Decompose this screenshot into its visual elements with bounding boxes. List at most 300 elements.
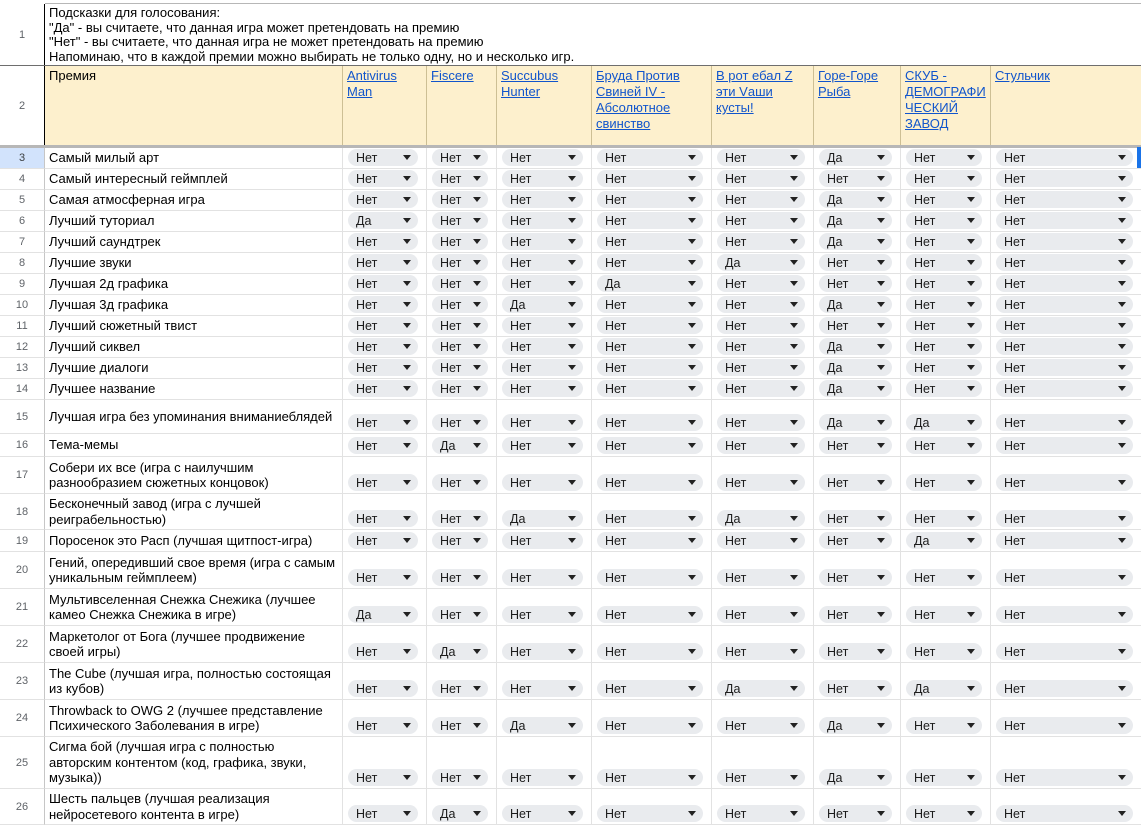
- vote-dropdown[interactable]: [906, 296, 982, 313]
- dropdown-arrow-icon: [688, 649, 696, 654]
- vote-cell: [991, 789, 1141, 825]
- vote-dropdown[interactable]: [906, 212, 982, 229]
- game-header-cell[interactable]: [343, 66, 427, 145]
- vote-dropdown[interactable]: [348, 212, 418, 229]
- dropdown-arrow-icon: [877, 686, 885, 691]
- vote-dropdown[interactable]: [432, 191, 488, 208]
- dropdown-arrow-icon: [403, 516, 411, 521]
- vote-dropdown[interactable]: [597, 254, 703, 271]
- award-cell[interactable]: [45, 552, 343, 589]
- vote-value: Нет: [605, 360, 627, 375]
- vote-dropdown[interactable]: [819, 414, 892, 431]
- vote-dropdown[interactable]: [996, 233, 1133, 250]
- vote-dropdown[interactable]: [432, 338, 488, 355]
- award-cell[interactable]: [45, 316, 343, 337]
- vote-dropdown[interactable]: [502, 680, 583, 697]
- vote-cell: [814, 457, 901, 494]
- vote-cell: [712, 663, 814, 700]
- vote-dropdown[interactable]: [717, 569, 805, 586]
- vote-dropdown[interactable]: [502, 474, 583, 491]
- vote-dropdown[interactable]: [996, 569, 1133, 586]
- vote-dropdown[interactable]: [906, 191, 982, 208]
- vote-dropdown[interactable]: [597, 359, 703, 376]
- row-number[interactable]: 19: [0, 530, 45, 552]
- row-number[interactable]: 6: [0, 211, 45, 232]
- vote-dropdown[interactable]: [502, 338, 583, 355]
- vote-dropdown[interactable]: [597, 437, 703, 454]
- vote-dropdown[interactable]: [996, 606, 1133, 623]
- vote-dropdown[interactable]: [906, 474, 982, 491]
- vote-dropdown[interactable]: [906, 769, 982, 786]
- row-number[interactable]: 12: [0, 337, 45, 358]
- award-cell[interactable]: [45, 337, 343, 358]
- vote-dropdown[interactable]: [996, 680, 1133, 697]
- dropdown-arrow-icon: [568, 686, 576, 691]
- row-number[interactable]: 20: [0, 552, 45, 589]
- vote-cell: [814, 232, 901, 253]
- row-number[interactable]: 8: [0, 253, 45, 274]
- row-number[interactable]: 18: [0, 494, 45, 530]
- vote-dropdown[interactable]: [906, 338, 982, 355]
- vote-dropdown[interactable]: [819, 212, 892, 229]
- vote-dropdown[interactable]: [597, 317, 703, 334]
- game-link[interactable]: Горе-Горе Рыба: [818, 68, 879, 99]
- dropdown-arrow-icon: [403, 686, 411, 691]
- voting-hints-cell[interactable]: [45, 4, 1141, 65]
- vote-value: Нет: [914, 150, 936, 165]
- vote-dropdown[interactable]: [597, 338, 703, 355]
- award-cell[interactable]: [45, 148, 343, 169]
- row-number[interactable]: 17: [0, 457, 45, 494]
- vote-dropdown[interactable]: [502, 233, 583, 250]
- game-link[interactable]: Fiscere: [431, 68, 474, 83]
- vote-dropdown[interactable]: [502, 606, 583, 623]
- vote-dropdown[interactable]: [348, 317, 418, 334]
- dropdown-arrow-icon: [790, 480, 798, 485]
- vote-dropdown[interactable]: [996, 805, 1133, 822]
- vote-dropdown[interactable]: [597, 717, 703, 734]
- vote-dropdown[interactable]: [502, 717, 583, 734]
- row-number[interactable]: 25: [0, 737, 45, 789]
- vote-dropdown[interactable]: [432, 296, 488, 313]
- vote-dropdown[interactable]: [906, 233, 982, 250]
- vote-dropdown[interactable]: [906, 254, 982, 271]
- row-number[interactable]: 11: [0, 316, 45, 337]
- vote-dropdown[interactable]: [432, 317, 488, 334]
- vote-dropdown[interactable]: [348, 149, 418, 166]
- vote-dropdown[interactable]: [502, 359, 583, 376]
- game-header-cell[interactable]: [497, 66, 592, 145]
- vote-cell: [901, 211, 991, 232]
- vote-dropdown[interactable]: [996, 532, 1133, 549]
- award-cell[interactable]: [45, 379, 343, 400]
- row-number[interactable]: 22: [0, 626, 45, 663]
- vote-dropdown[interactable]: [819, 338, 892, 355]
- vote-dropdown[interactable]: [432, 474, 488, 491]
- vote-dropdown[interactable]: [348, 680, 418, 697]
- vote-dropdown[interactable]: [348, 643, 418, 660]
- vote-dropdown[interactable]: [819, 769, 892, 786]
- vote-dropdown[interactable]: [996, 338, 1133, 355]
- award-label: Лучший саундтрек: [49, 234, 161, 250]
- vote-dropdown[interactable]: [432, 643, 488, 660]
- vote-dropdown[interactable]: [597, 606, 703, 623]
- vote-dropdown[interactable]: [996, 296, 1133, 313]
- vote-dropdown[interactable]: [502, 191, 583, 208]
- row-number[interactable]: 2: [0, 66, 45, 145]
- award-cell[interactable]: [45, 457, 343, 494]
- game-link[interactable]: СКУБ - ДЕМОГРАФИЧЕСКИЙ ЗАВОД: [905, 68, 986, 131]
- game-header-cell[interactable]: [991, 66, 1141, 145]
- vote-dropdown[interactable]: [348, 380, 418, 397]
- vote-dropdown[interactable]: [996, 359, 1133, 376]
- vote-dropdown[interactable]: [502, 643, 583, 660]
- award-cell[interactable]: [45, 169, 343, 190]
- vote-dropdown[interactable]: [906, 717, 982, 734]
- award-cell[interactable]: [45, 358, 343, 379]
- row-number[interactable]: 24: [0, 700, 45, 737]
- table-row: [0, 589, 1141, 626]
- vote-dropdown[interactable]: [348, 191, 418, 208]
- vote-dropdown[interactable]: [906, 510, 982, 527]
- vote-value: Да: [440, 644, 456, 659]
- vote-dropdown[interactable]: [597, 474, 703, 491]
- vote-dropdown[interactable]: [432, 437, 488, 454]
- vote-dropdown[interactable]: [597, 170, 703, 187]
- vote-dropdown[interactable]: [906, 414, 982, 431]
- vote-dropdown[interactable]: [819, 170, 892, 187]
- vote-dropdown[interactable]: [348, 805, 418, 822]
- row-number[interactable]: 10: [0, 295, 45, 316]
- row-number[interactable]: 9: [0, 274, 45, 295]
- vote-dropdown[interactable]: [996, 643, 1133, 660]
- vote-dropdown[interactable]: [597, 380, 703, 397]
- table-row: [0, 148, 1141, 169]
- vote-dropdown[interactable]: [819, 191, 892, 208]
- vote-dropdown[interactable]: [717, 149, 805, 166]
- award-column-header[interactable]: Премия: [45, 66, 343, 145]
- award-cell[interactable]: [45, 589, 343, 626]
- dropdown-arrow-icon: [967, 723, 975, 728]
- vote-dropdown[interactable]: [597, 643, 703, 660]
- vote-dropdown[interactable]: [717, 437, 805, 454]
- vote-dropdown[interactable]: [819, 296, 892, 313]
- vote-dropdown[interactable]: [819, 359, 892, 376]
- vote-dropdown[interactable]: [717, 474, 805, 491]
- vote-value: Нет: [440, 276, 462, 291]
- vote-dropdown[interactable]: [348, 437, 418, 454]
- vote-value: Нет: [356, 297, 378, 312]
- vote-dropdown[interactable]: [502, 149, 583, 166]
- vote-dropdown[interactable]: [819, 569, 892, 586]
- award-cell[interactable]: [45, 190, 343, 211]
- vote-value: Нет: [605, 533, 627, 548]
- vote-cell: [814, 789, 901, 825]
- vote-dropdown[interactable]: [717, 380, 805, 397]
- award-cell[interactable]: [45, 400, 343, 434]
- vote-dropdown[interactable]: [717, 338, 805, 355]
- vote-dropdown[interactable]: [906, 317, 982, 334]
- vote-dropdown[interactable]: [717, 275, 805, 292]
- award-cell[interactable]: [45, 494, 343, 530]
- row-number[interactable]: 7: [0, 232, 45, 253]
- row-number[interactable]: 1: [0, 4, 45, 65]
- vote-dropdown[interactable]: [502, 437, 583, 454]
- award-cell[interactable]: [45, 737, 343, 789]
- vote-dropdown[interactable]: [597, 191, 703, 208]
- row-number[interactable]: 4: [0, 169, 45, 190]
- vote-dropdown[interactable]: [348, 606, 418, 623]
- game-header-cell[interactable]: [901, 66, 991, 145]
- vote-dropdown[interactable]: [996, 254, 1133, 271]
- vote-dropdown[interactable]: [432, 380, 488, 397]
- award-cell[interactable]: [45, 274, 343, 295]
- vote-dropdown[interactable]: [717, 643, 805, 660]
- vote-dropdown[interactable]: [819, 317, 892, 334]
- vote-dropdown[interactable]: [906, 275, 982, 292]
- vote-dropdown[interactable]: [597, 296, 703, 313]
- vote-dropdown[interactable]: [717, 170, 805, 187]
- vote-dropdown[interactable]: [597, 414, 703, 431]
- row-number[interactable]: 16: [0, 434, 45, 457]
- award-cell[interactable]: [45, 253, 343, 274]
- vote-value: Да: [356, 213, 372, 228]
- vote-dropdown[interactable]: [432, 170, 488, 187]
- vote-dropdown[interactable]: [432, 414, 488, 431]
- vote-cell: [712, 589, 814, 626]
- vote-dropdown[interactable]: [819, 149, 892, 166]
- dropdown-arrow-icon: [877, 516, 885, 521]
- vote-dropdown[interactable]: [348, 414, 418, 431]
- vote-dropdown[interactable]: [348, 254, 418, 271]
- vote-dropdown[interactable]: [906, 149, 982, 166]
- vote-dropdown[interactable]: [597, 275, 703, 292]
- vote-dropdown[interactable]: [819, 254, 892, 271]
- vote-dropdown[interactable]: [819, 437, 892, 454]
- game-link[interactable]: Succubus Hunter: [501, 68, 559, 99]
- vote-cell: [497, 148, 592, 169]
- vote-dropdown[interactable]: [717, 532, 805, 549]
- vote-dropdown[interactable]: [906, 805, 982, 822]
- vote-dropdown[interactable]: [717, 510, 805, 527]
- vote-dropdown[interactable]: [906, 170, 982, 187]
- game-link[interactable]: В рот ебал Z эти Vаши кусты!: [716, 68, 793, 115]
- vote-dropdown[interactable]: [597, 149, 703, 166]
- vote-dropdown[interactable]: [717, 296, 805, 313]
- vote-dropdown[interactable]: [348, 338, 418, 355]
- row-number[interactable]: 13: [0, 358, 45, 379]
- vote-dropdown[interactable]: [597, 233, 703, 250]
- vote-dropdown[interactable]: [432, 275, 488, 292]
- vote-dropdown[interactable]: [717, 769, 805, 786]
- vote-dropdown[interactable]: [996, 717, 1133, 734]
- vote-dropdown[interactable]: [502, 170, 583, 187]
- vote-dropdown[interactable]: [819, 380, 892, 397]
- vote-value: Нет: [605, 681, 627, 696]
- vote-dropdown[interactable]: [717, 680, 805, 697]
- vote-dropdown[interactable]: [348, 296, 418, 313]
- vote-dropdown[interactable]: [996, 769, 1133, 786]
- vote-dropdown[interactable]: [502, 414, 583, 431]
- vote-dropdown[interactable]: [717, 414, 805, 431]
- vote-dropdown[interactable]: [432, 805, 488, 822]
- vote-dropdown[interactable]: [502, 275, 583, 292]
- vote-dropdown[interactable]: [597, 569, 703, 586]
- vote-dropdown[interactable]: [996, 212, 1133, 229]
- vote-dropdown[interactable]: [996, 474, 1133, 491]
- row-number[interactable]: 26: [0, 789, 45, 825]
- vote-dropdown[interactable]: [502, 380, 583, 397]
- vote-dropdown[interactable]: [348, 532, 418, 549]
- game-link[interactable]: Antivirus Man: [347, 68, 397, 99]
- vote-dropdown[interactable]: [996, 149, 1133, 166]
- vote-dropdown[interactable]: [996, 380, 1133, 397]
- vote-dropdown[interactable]: [906, 437, 982, 454]
- table-row: [0, 737, 1141, 789]
- vote-dropdown[interactable]: [502, 317, 583, 334]
- vote-dropdown[interactable]: [348, 474, 418, 491]
- vote-dropdown[interactable]: [906, 532, 982, 549]
- notes-row: [0, 4, 1141, 66]
- vote-dropdown[interactable]: [502, 569, 583, 586]
- game-header-cell[interactable]: [427, 66, 497, 145]
- award-cell[interactable]: [45, 434, 343, 457]
- row-number[interactable]: 14: [0, 379, 45, 400]
- vote-dropdown[interactable]: [348, 510, 418, 527]
- vote-dropdown[interactable]: [996, 510, 1133, 527]
- vote-dropdown[interactable]: [348, 233, 418, 250]
- vote-dropdown[interactable]: [348, 769, 418, 786]
- vote-dropdown[interactable]: [906, 569, 982, 586]
- vote-dropdown[interactable]: [432, 569, 488, 586]
- vote-dropdown[interactable]: [502, 254, 583, 271]
- vote-dropdown[interactable]: [432, 149, 488, 166]
- vote-dropdown[interactable]: [502, 532, 583, 549]
- vote-dropdown[interactable]: [996, 437, 1133, 454]
- vote-dropdown[interactable]: [717, 805, 805, 822]
- vote-dropdown[interactable]: [348, 359, 418, 376]
- vote-dropdown[interactable]: [819, 680, 892, 697]
- vote-dropdown[interactable]: [597, 769, 703, 786]
- dropdown-arrow-icon: [688, 155, 696, 160]
- vote-dropdown[interactable]: [819, 532, 892, 549]
- dropdown-arrow-icon: [877, 239, 885, 244]
- vote-dropdown[interactable]: [906, 680, 982, 697]
- award-cell[interactable]: [45, 626, 343, 663]
- vote-value: Нет: [605, 570, 627, 585]
- vote-dropdown[interactable]: [819, 805, 892, 822]
- vote-dropdown[interactable]: [432, 233, 488, 250]
- vote-dropdown[interactable]: [502, 769, 583, 786]
- award-cell[interactable]: [45, 789, 343, 825]
- dropdown-arrow-icon: [1118, 218, 1126, 223]
- vote-dropdown[interactable]: [819, 606, 892, 623]
- game-header-cell[interactable]: [592, 66, 712, 145]
- vote-dropdown[interactable]: [597, 532, 703, 549]
- vote-dropdown[interactable]: [597, 212, 703, 229]
- vote-dropdown[interactable]: [432, 212, 488, 229]
- vote-dropdown[interactable]: [717, 212, 805, 229]
- vote-dropdown[interactable]: [996, 317, 1133, 334]
- row-number[interactable]: 5: [0, 190, 45, 211]
- award-cell[interactable]: [45, 232, 343, 253]
- award-cell[interactable]: [45, 211, 343, 232]
- vote-dropdown[interactable]: [996, 275, 1133, 292]
- vote-value: Нет: [605, 415, 627, 430]
- award-cell[interactable]: [45, 663, 343, 700]
- vote-dropdown[interactable]: [432, 680, 488, 697]
- vote-dropdown[interactable]: [717, 317, 805, 334]
- vote-dropdown[interactable]: [348, 569, 418, 586]
- dropdown-arrow-icon: [473, 480, 481, 485]
- vote-dropdown[interactable]: [996, 170, 1133, 187]
- award-cell[interactable]: [45, 530, 343, 552]
- vote-dropdown[interactable]: [819, 275, 892, 292]
- vote-dropdown[interactable]: [432, 717, 488, 734]
- vote-dropdown[interactable]: [717, 233, 805, 250]
- vote-dropdown[interactable]: [906, 643, 982, 660]
- vote-dropdown[interactable]: [906, 380, 982, 397]
- vote-dropdown[interactable]: [432, 769, 488, 786]
- award-cell[interactable]: [45, 700, 343, 737]
- vote-dropdown[interactable]: [819, 717, 892, 734]
- award-cell[interactable]: [45, 295, 343, 316]
- vote-dropdown[interactable]: [432, 532, 488, 549]
- vote-dropdown[interactable]: [717, 191, 805, 208]
- vote-dropdown[interactable]: [906, 359, 982, 376]
- vote-dropdown[interactable]: [819, 510, 892, 527]
- vote-dropdown[interactable]: [502, 510, 583, 527]
- game-header-cell[interactable]: [814, 66, 901, 145]
- game-link[interactable]: Бруда Против Свиней IV - Абсолютное свинство: [596, 68, 680, 131]
- vote-value: Нет: [440, 171, 462, 186]
- dropdown-arrow-icon: [1118, 575, 1126, 580]
- vote-dropdown[interactable]: [717, 606, 805, 623]
- vote-dropdown[interactable]: [432, 254, 488, 271]
- vote-dropdown[interactable]: [597, 680, 703, 697]
- vote-dropdown[interactable]: [502, 805, 583, 822]
- row-number[interactable]: 15: [0, 400, 45, 434]
- vote-dropdown[interactable]: [597, 510, 703, 527]
- row-number[interactable]: 21: [0, 589, 45, 626]
- vote-dropdown[interactable]: [717, 717, 805, 734]
- row-number[interactable]: 3: [0, 148, 45, 169]
- vote-dropdown[interactable]: [819, 233, 892, 250]
- vote-dropdown[interactable]: [996, 414, 1133, 431]
- game-header-cell[interactable]: [712, 66, 814, 145]
- vote-dropdown[interactable]: [348, 717, 418, 734]
- vote-dropdown[interactable]: [432, 606, 488, 623]
- vote-value: Нет: [356, 511, 378, 526]
- vote-dropdown[interactable]: [717, 359, 805, 376]
- vote-dropdown[interactable]: [432, 359, 488, 376]
- vote-dropdown[interactable]: [348, 275, 418, 292]
- vote-dropdown[interactable]: [502, 212, 583, 229]
- vote-dropdown[interactable]: [348, 170, 418, 187]
- vote-cell: [712, 737, 814, 789]
- vote-dropdown[interactable]: [432, 510, 488, 527]
- game-link[interactable]: Стульчик: [995, 68, 1050, 83]
- row-number[interactable]: 23: [0, 663, 45, 700]
- vote-dropdown[interactable]: [819, 643, 892, 660]
- dropdown-arrow-icon: [403, 218, 411, 223]
- vote-dropdown[interactable]: [906, 606, 982, 623]
- vote-dropdown[interactable]: [819, 474, 892, 491]
- vote-dropdown[interactable]: [597, 805, 703, 822]
- vote-dropdown[interactable]: [717, 254, 805, 271]
- vote-dropdown[interactable]: [996, 191, 1133, 208]
- vote-dropdown[interactable]: [502, 296, 583, 313]
